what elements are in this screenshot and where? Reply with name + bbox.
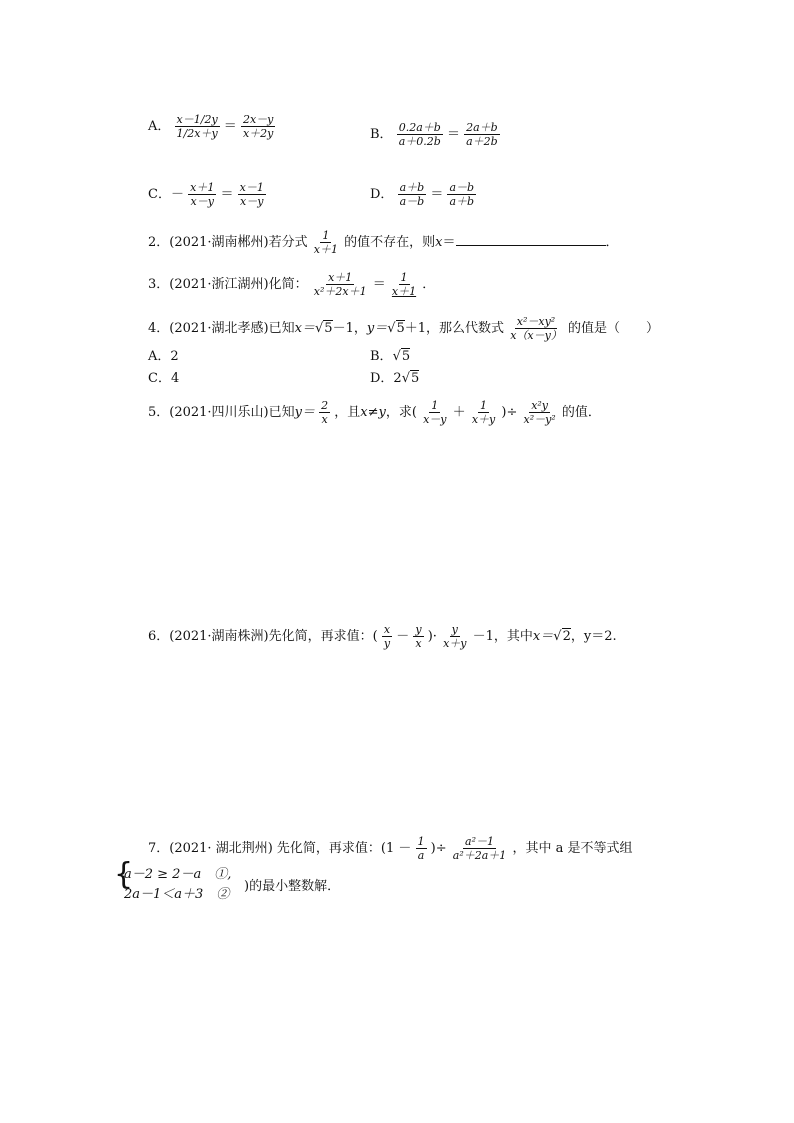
inequality-2: 2a－1＜a＋3 ② (124, 887, 230, 902)
question-6: 6．(2021·湖南株洲)先化简，再求值：( $\frac{x}{y}$ － $\frac{y}{x}$ )· $\frac{y}{x+y}$ －1，其中x＝√2，y＝2. (148, 623, 617, 650)
question-3: 3．(2021·浙江湖州)化简： $\frac{x+1}{\text{x²＋2x＋1}}$ ＝ $\frac{1}{x+1}$ ． (148, 271, 436, 298)
q1-option-b: B． $\frac{0.2a+b}{a+0.2b}$ ＝ $\frac{2a+b}{a+2b}$ (370, 121, 498, 148)
inequality-1: a－2 ≥ 2－a ①, (124, 867, 232, 882)
q1-option-d: D． $\frac{a+b}{a-b}$ ＝ $\frac{a-b}{a+b}$ (370, 181, 475, 208)
question-7: 7．(2021· 湖北荆州) 先化简，再求值：(1 － $\frac{1}{a}$ )÷ $\frac{\text{a²－1}}{\text{a²＋2a＋1}}$ ，其中 a 是不等式组 (148, 835, 633, 862)
answer-blank (456, 235, 606, 246)
system-brace: { (114, 857, 134, 892)
q4-option-a: A．2 (148, 349, 179, 364)
q4-option-c: C．4 (148, 371, 180, 386)
q7-conclusion: )的最小整数解． (244, 879, 341, 894)
question-5: 5．(2021·四川乐山)已知y＝ $\frac{2}{x}$ ，且x≠y，求( $\frac{1}{x-y}$ ＋ $\frac{1}{x+y}$ )÷ $\frac{\text{x²y}}{\text{x²－y²}}$ 的值． (148, 399, 601, 426)
q1-option-c: C．－ $\frac{x+1}{x-y}$ ＝ $\frac{x-1}{x-y}$ (148, 181, 264, 208)
q1-option-a: A． $\frac{x-1/2y}{1/2x+y}$ ＝ $\frac{2x-y}{x+2y}$ (148, 113, 274, 140)
q4-option-b: B．√5 (370, 349, 411, 364)
q4-option-d: D．2√5 (370, 371, 420, 386)
question-2: 2．(2021·湖南郴州)若分式 $\frac{1}{x+1}$ 的值不存在，则x＝ ． (148, 229, 619, 256)
question-4: 4．(2021·湖北孝感)已知x＝√5－1，y＝√5＋1，那么代数式 $\frac{\text{x²－xy²}}{x(x-y)}$ 的值是（ ） (148, 315, 659, 342)
